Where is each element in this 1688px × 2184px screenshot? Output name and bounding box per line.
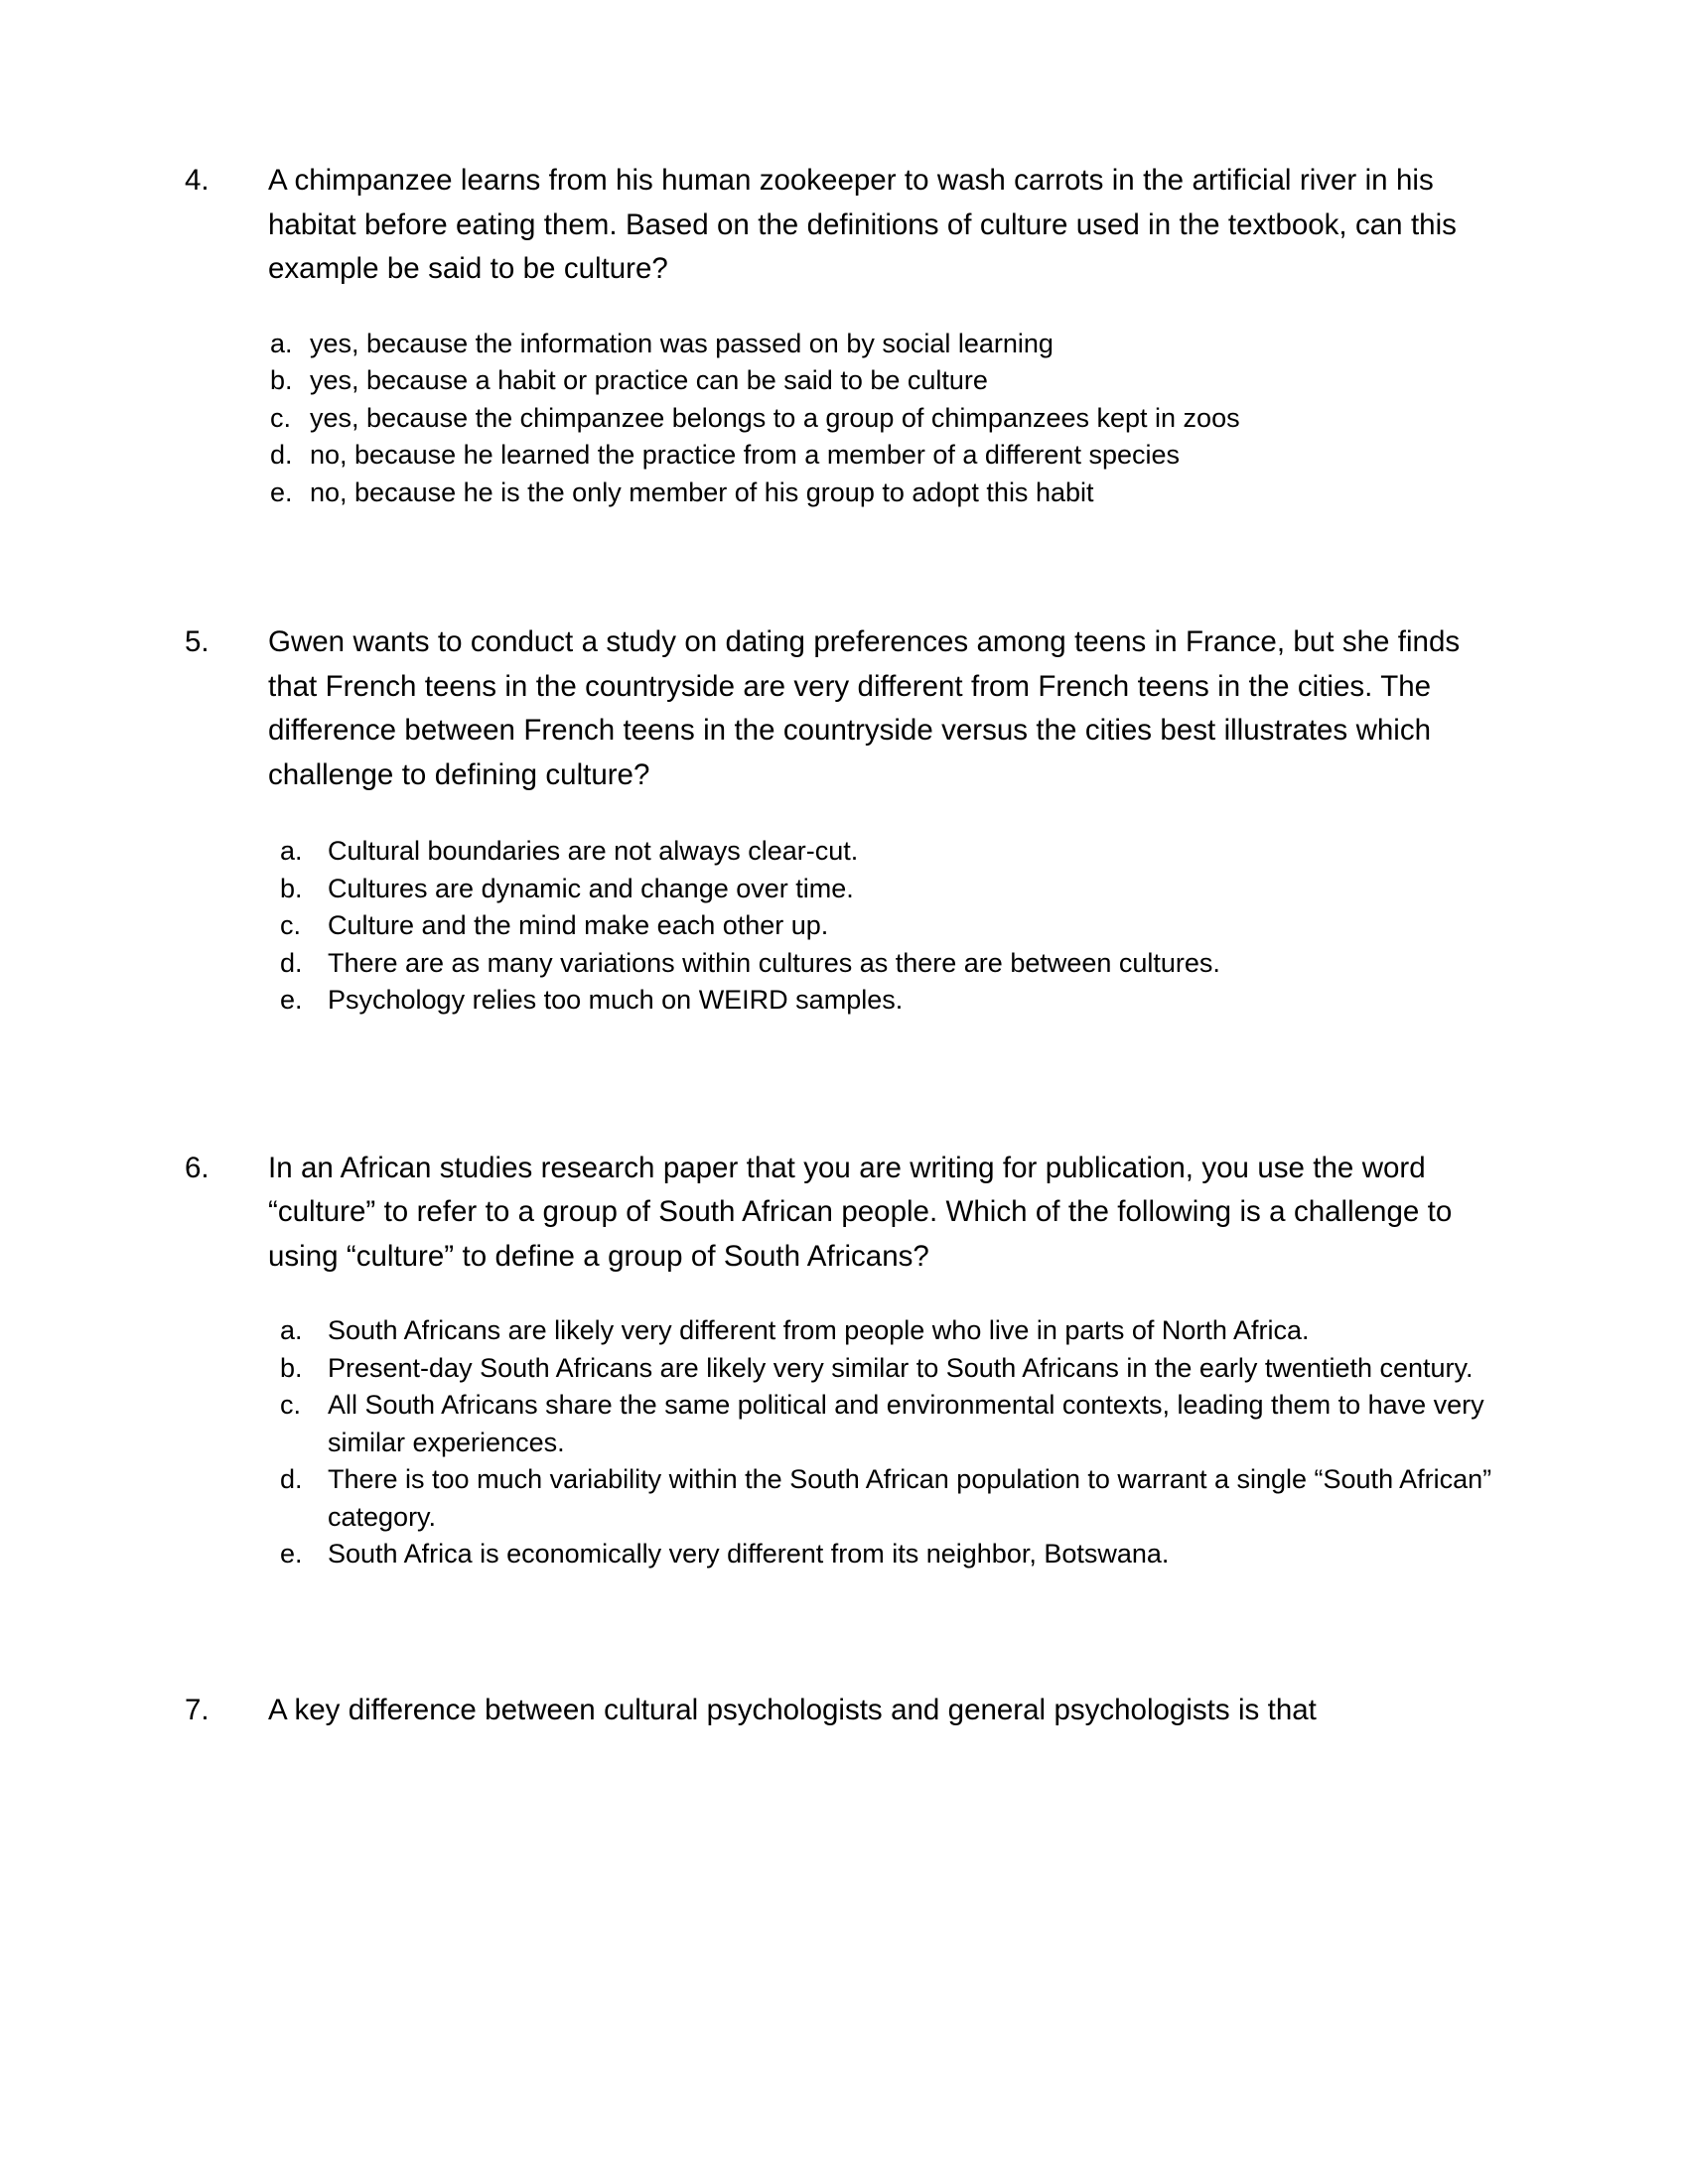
option-item[interactable] <box>280 1312 1505 1350</box>
option-text: Psychology relies too much on WEIRD samples. <box>328 985 904 1015</box>
option-letter: c. <box>270 402 292 433</box>
option-text: no, because he is the only member of his group to adopt this habit <box>310 477 1094 507</box>
option-letter: b. <box>270 365 293 395</box>
option-item[interactable] <box>270 362 1505 400</box>
option-letter: a. <box>280 836 303 866</box>
question-7-number: 7. <box>185 1693 210 1726</box>
question-4 <box>185 159 1505 511</box>
option-text: All South Africans share the same political and environmental contexts, leading them to have very similar experiences. <box>328 1390 1484 1457</box>
question-4-number: 4. <box>185 164 210 197</box>
question-4-options <box>270 326 1505 512</box>
question-spacer <box>185 511 1505 620</box>
option-text: no, because he learned the practice from a member of a different species <box>310 440 1180 470</box>
option-item[interactable] <box>280 1350 1505 1388</box>
option-item[interactable] <box>270 400 1505 438</box>
option-letter: b. <box>280 873 303 903</box>
option-text: Culture and the mind make each other up. <box>328 910 829 940</box>
question-6-stem: In an African studies research paper that you are writing for publication, you use the word “culture” to refer to a group of South African people. Which of the following is a challenge to using “culture” to define a group of South Africans? <box>268 1151 1453 1273</box>
question-5 <box>185 620 1505 1020</box>
option-text: South Africa is economically very different from its neighbor, Botswana. <box>328 1539 1170 1569</box>
question-spacer <box>185 1020 1505 1147</box>
option-item[interactable] <box>270 475 1505 512</box>
question-5-header <box>185 620 1505 797</box>
question-7-stem: A key difference between cultural psychologists and general psychologists is that <box>268 1693 1317 1726</box>
option-item[interactable] <box>280 945 1505 983</box>
question-4-header <box>185 159 1505 292</box>
option-letter: c. <box>280 1390 302 1420</box>
question-5-number: 5. <box>185 625 210 658</box>
option-item[interactable] <box>270 326 1505 363</box>
option-letter: e. <box>280 985 303 1015</box>
option-letter: d. <box>280 1464 303 1494</box>
option-item[interactable] <box>280 907 1505 945</box>
option-item[interactable] <box>270 437 1505 475</box>
option-text: Present-day South Africans are likely very similar to South Africans in the early twentieth century. <box>328 1352 1474 1383</box>
question-6-options <box>280 1312 1505 1573</box>
option-text: Cultures are dynamic and change over time. <box>328 873 854 903</box>
option-letter: a. <box>280 1315 303 1345</box>
option-text: South Africans are likely very different from people who live in parts of North Africa. <box>328 1315 1310 1345</box>
option-letter: c. <box>280 910 302 940</box>
option-text: yes, because the information was passed on by social learning <box>310 328 1054 358</box>
option-item[interactable] <box>280 1461 1505 1536</box>
question-7 <box>185 1689 1505 1733</box>
option-text: There is too much variability within the South African population to warrant a single “South African” category. <box>328 1464 1492 1532</box>
option-letter: e. <box>270 477 293 507</box>
page-content <box>185 159 1505 1732</box>
question-6 <box>185 1147 1505 1573</box>
option-letter: b. <box>280 1352 303 1383</box>
question-spacer <box>185 1573 1505 1689</box>
option-letter: d. <box>280 947 303 978</box>
question-5-options <box>280 833 1505 1020</box>
question-7-header <box>185 1689 1505 1733</box>
question-6-header <box>185 1147 1505 1280</box>
option-letter: a. <box>270 328 293 358</box>
option-text: yes, because a habit or practice can be said to be culture <box>310 365 988 395</box>
option-text: There are as many variations within cultures as there are between cultures. <box>328 947 1220 978</box>
option-text: yes, because the chimpanzee belongs to a group of chimpanzees kept in zoos <box>310 402 1240 433</box>
option-item[interactable] <box>280 871 1505 908</box>
question-5-stem: Gwen wants to conduct a study on dating preferences among teens in France, but she finds that French teens in the countryside are very different from French teens in the cities. The difference between French teens in the countryside versus the cities best illustrates which challenge to defining culture? <box>268 625 1461 791</box>
option-item[interactable] <box>280 1387 1505 1461</box>
option-letter: d. <box>270 440 293 470</box>
option-item[interactable] <box>280 833 1505 871</box>
option-item[interactable] <box>280 982 1505 1020</box>
question-6-number: 6. <box>185 1151 210 1184</box>
option-text: Cultural boundaries are not always clear-cut. <box>328 836 859 866</box>
question-4-stem: A chimpanzee learns from his human zookeeper to wash carrots in the artificial river in his habitat before eating them. Based on the definitions of culture used in the textbook, can this example be said to be culture? <box>268 164 1457 285</box>
option-letter: e. <box>280 1539 303 1569</box>
option-item[interactable] <box>280 1536 1505 1573</box>
